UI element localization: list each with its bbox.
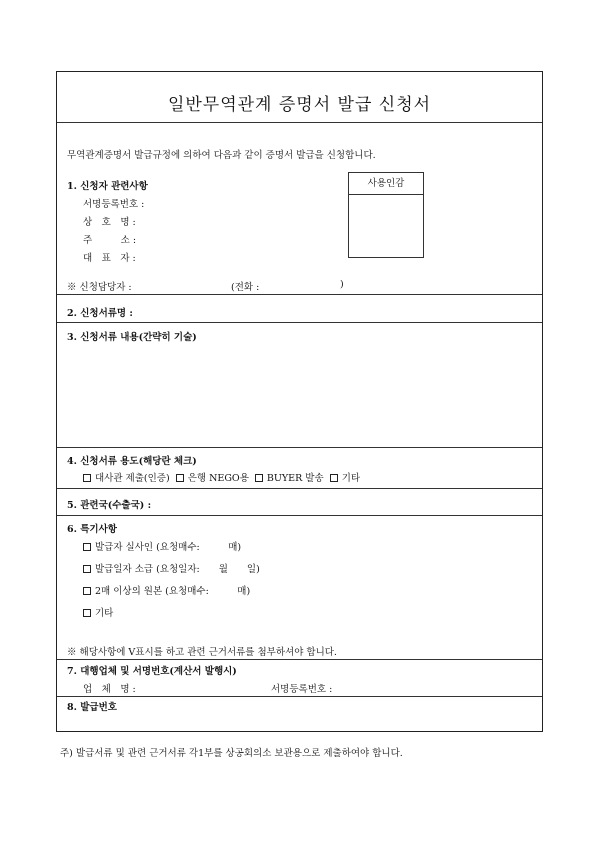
footnote: 주) 발급서류 및 관련 근거서류 각1부를 상공회의소 보관용으로 제출하여야 합니다. (60, 748, 403, 759)
intro-text: 무역관계증명서 발급규정에 의하여 다음과 같이 증명서 발급을 신청합니다. (67, 150, 376, 161)
field-registration-number[interactable]: 서명등록번호 : (83, 199, 145, 210)
special-item-backdate-label: 발급일자 소급 (요청일자: 월 일) (95, 564, 260, 575)
special-item-originals (83, 583, 250, 597)
section5-heading[interactable]: 5. 관련국(수출국) : (67, 500, 152, 511)
special-item-backdate (83, 561, 260, 575)
divider-7 (57, 696, 542, 697)
seal-stamp-label: 사용인감 (349, 173, 423, 195)
phone-label[interactable]: (전화 : (231, 282, 260, 293)
usage-options (83, 470, 360, 484)
option-bank-nego: 은행 NEGO용 (187, 473, 249, 484)
phone-close: ) (340, 279, 344, 290)
divider-5 (57, 515, 542, 516)
form-title: 일반무역관계 증명서 발급 신청서 (167, 95, 432, 115)
agency-company-label[interactable]: 업 체 명 : (83, 684, 136, 695)
checkbox-special-other[interactable] (83, 609, 91, 617)
checkbox-originals[interactable] (83, 587, 91, 595)
divider-title (57, 122, 542, 123)
section1-heading: 1. 신청자 관련사항 (67, 181, 148, 192)
option-buyer: BUYER 발송 (266, 473, 324, 484)
checkbox-signature[interactable] (83, 543, 91, 551)
section3-heading: 3. 신청서류 내용(간략히 기술) (67, 332, 197, 343)
option-other-usage: 기타 (341, 473, 361, 484)
special-item-signature (83, 539, 241, 553)
special-item-other-label: 기타 (95, 608, 114, 619)
divider-6 (57, 659, 542, 660)
special-note: ※ 해당사항에 V표시를 하고 관련 근거서류를 첨부하셔야 합니다. (67, 647, 337, 658)
seal-stamp-box[interactable] (348, 172, 424, 258)
divider-4 (57, 488, 542, 489)
application-form (56, 71, 543, 732)
divider-2 (57, 322, 542, 323)
field-company-name[interactable]: 상 호 명 : (83, 217, 136, 228)
section4-heading: 4. 신청서류 용도(해당란 체크) (67, 456, 197, 467)
section8-heading[interactable]: 8. 발급번호 (67, 702, 117, 713)
checkbox-other-usage[interactable] (330, 474, 338, 482)
field-representative[interactable]: 대 표 자 : (83, 253, 136, 264)
contact-person-label[interactable]: ※ 신청담당자 : (67, 282, 132, 293)
checkbox-embassy[interactable] (83, 474, 91, 482)
checkbox-buyer[interactable] (255, 474, 263, 482)
field-address[interactable]: 주 소 : (83, 235, 137, 246)
checkbox-bank-nego[interactable] (176, 474, 184, 482)
option-embassy: 대사관 제출(인증) (95, 473, 170, 484)
divider-3 (57, 447, 542, 448)
section7-heading: 7. 대행업체 및 서명번호(계산서 발행시) (67, 666, 237, 677)
special-item-originals-label: 2매 이상의 원본 (요청매수: 매) (95, 586, 251, 597)
agency-reg-label[interactable]: 서명등록번호 : (271, 684, 333, 695)
section6-heading: 6. 특기사항 (67, 524, 117, 535)
special-item-other (83, 605, 113, 619)
section2-heading[interactable]: 2. 신청서류명 : (67, 308, 133, 319)
checkbox-backdate[interactable] (83, 565, 91, 573)
special-item-signature-label: 발급자 실사인 (요청매수: 매) (95, 542, 242, 553)
divider-1 (57, 294, 542, 295)
